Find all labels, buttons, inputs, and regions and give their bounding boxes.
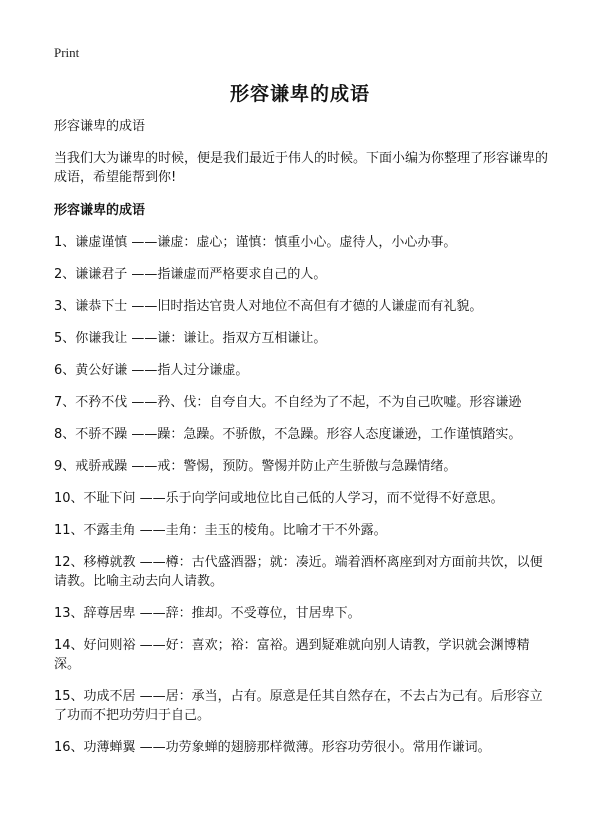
idiom-item: 5、你谦我让 ——谦：谦让。指双方互相谦让。 [54, 331, 327, 346]
idiom-item: 14、好问则裕 ——好：喜欢；裕：富裕。遇到疑难就向别人请教，学识就会渊博精深。 [54, 638, 530, 672]
idiom-item: 13、辞尊居卑 ——辞：推却。不受尊位，甘居卑下。 [54, 606, 361, 621]
print-link[interactable]: Print [54, 45, 80, 60]
article-subtitle: 形容谦卑的成语 [54, 119, 146, 134]
idiom-item: 7、不矜不伐 ——矜、伐：自夸自大。不自经为了不起，不为自己吹嘘。形容谦逊 [54, 395, 522, 410]
idiom-item: 10、不耻下问 ——乐于向学问或地位比自己低的人学习，而不觉得不好意思。 [54, 491, 504, 506]
idiom-item: 1、谦虚谨慎 ——谦虚：虚心；谨慎：慎重小心。虚待人，小心办事。 [54, 235, 457, 250]
idiom-item: 16、功薄蝉翼 ——功劳象蝉的翅膀那样微薄。形容功劳很小。常用作谦词。 [54, 740, 491, 755]
idiom-item: 15、功成不居 ——居：承当，占有。原意是任其自然存在，不去占为己有。后形容立了功而不把功劳归于自己。 [54, 689, 543, 723]
intro-paragraph: 当我们大为谦卑的时候，便是我们最近于伟人的时候。下面小编为你整理了形容谦卑的成语，希望能帮到你! [54, 151, 549, 185]
idiom-item: 9、戒骄戒躁 ——戒：警惕，预防。警惕并防止产生骄傲与急躁情绪。 [54, 459, 457, 474]
idiom-item: 12、移樽就教 ——樽：古代盛酒器；就：凑近。端着酒杯离座到对方面前共饮，以便请教。比喻主动去向人请教。 [54, 555, 543, 589]
page-title: 形容谦卑的成语 [229, 83, 370, 105]
idiom-item: 11、不露圭角 ——圭角：圭玉的棱角。比喻才干不外露。 [54, 523, 387, 538]
idiom-item: 2、谦谦君子 ——指谦虚而严格要求自己的人。 [54, 267, 327, 282]
idiom-item: 8、不骄不躁 ——躁：急躁。不骄傲，不急躁。形容人态度谦逊，工作谨慎踏实。 [54, 427, 522, 442]
article-body [54, 117, 554, 770]
idiom-item: 6、黄公好谦 ——指人过分谦虚。 [54, 363, 249, 378]
idiom-item: 3、谦恭下士 ——旧时指达官贵人对地位不高但有才德的人谦虚而有礼貌。 [54, 299, 483, 314]
section-heading: 形容谦卑的成语 [54, 203, 146, 218]
